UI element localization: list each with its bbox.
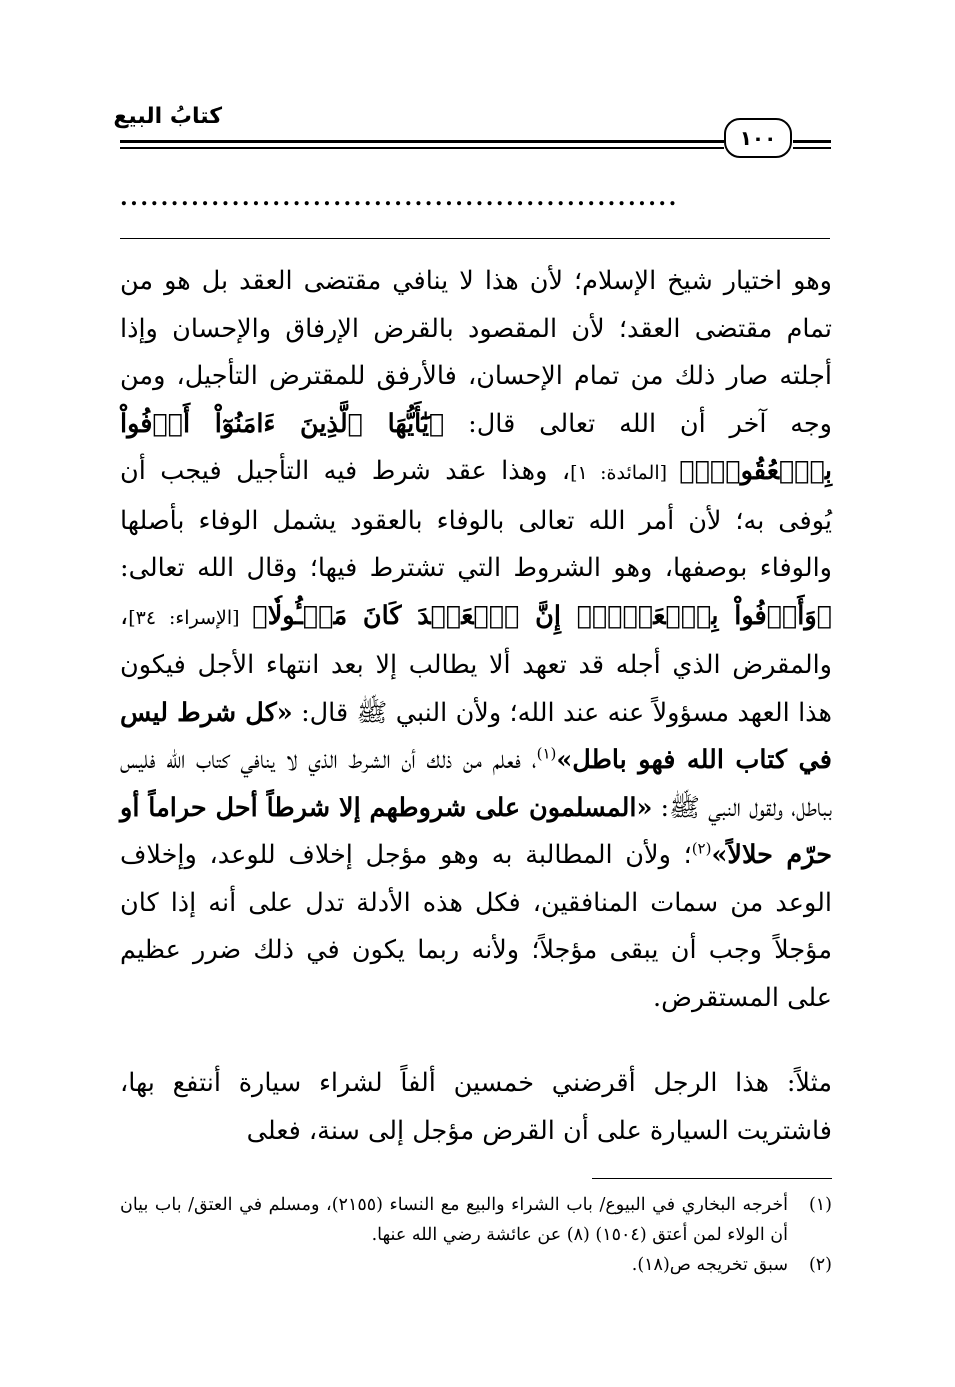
header-rule-thick-right — [793, 140, 831, 143]
text-segment: ، وهذا عقد شرط فيه التأجيل فيجب أن يُوفى به؛ لأن أمر الله تعالى بالوفاء بالعقود يشمل الوفاء بأصلها والوفاء بوصفها، وهو الشروط التي تشترط فيها؛ وقال الله تعالى: — [120, 456, 832, 583]
text-segment: ، فعلم من ذلك أن الشرط الذي لا ينافي كتاب الله فليس بباطل، ولقول النبي ﷺ: — [120, 745, 832, 823]
footnote-text: سبق تخريجه ص(١٨). — [631, 1255, 788, 1275]
footnote-number: (١) — [808, 1195, 832, 1215]
page-number: ١٠٠ — [724, 118, 792, 158]
running-header-title: كتابُ البيع — [113, 104, 222, 129]
hadith-quote: «كل شرط ليس في كتاب الله فهو باطل» — [120, 697, 832, 775]
text-segment: ، والمقرض الذي أجله قد تعهد ألا يطالب إلا بعد انتهاء الأجل فيكون هذا العهد مسؤولاً عنه عند الله؛ ولأن النبي ﷺ قال: — [120, 600, 833, 728]
paragraph-1 — [120, 258, 832, 1022]
header-rule-thick — [120, 140, 724, 143]
footnote-rule — [592, 1178, 832, 1179]
text-segment: وهو اختيار شيخ الإسلام؛ لأن هذا لا ينافي مقتضى العقد بل هو من تمام مقتضى العقد؛ لأن المقصود بالقرض الإرفاق والإحسان وإذا أجلته صار ذلك من تمام الإحسان، فالأرفق للمقترض التأجيل، ومن وجه آخر أن الله تعالى قال: — [120, 266, 832, 439]
top-rule — [120, 238, 830, 239]
text-segment: ؛ ولأن المطالبة به وهو مؤجل إخلاف للوعد، وإخلاف الوعد من سمات المنافقين، فكل هذه الأدلة تدل على أنه إذا كان مؤجلاً وجب أن يبقى مؤجلاً؛ ولأنه ربما يكون في ذلك ضرر عظيم على المستقرض. — [120, 840, 832, 1013]
footnote-ref[interactable]: (٢) — [691, 839, 712, 858]
dotted-separator: ....................................................... — [120, 185, 679, 211]
footnote-ref[interactable]: (١) — [536, 744, 557, 763]
quran-verse: ﴿يَٰٓأَيُّهَا ٱلَّذِينَ ءَامَنُوٓاْ أَوۡفُواْ بِٱلۡعُقُودِۚ﴾ — [120, 408, 833, 486]
header-rule-thin-right — [793, 147, 831, 149]
main-text — [120, 258, 832, 1155]
hadith-quote: «المسلمون على شروطهم إلا شرطاً أحل حراماً أو حرّم حلالاً» — [120, 792, 832, 870]
footnote-item — [120, 1250, 832, 1280]
verse-citation: [المائدة: ١] — [570, 462, 680, 484]
footnote-text: أخرجه البخاري في البيوع/ باب الشراء والبيع مع النساء (٢١٥٥)، ومسلم في العتق/ باب بيان أن الولاء لمن أعتق (١٥٠٤) (٨) عن عائشة رضي الله عنها. — [120, 1195, 788, 1245]
verse-citation: [الإسراء: ٣٤] — [128, 606, 253, 629]
footnotes — [120, 1190, 832, 1280]
quran-verse: ﴿وَأَوۡفُواْ بِٱلۡعَهۡدِۖ إِنَّ ٱلۡعَهۡدَ كَانَ مَسۡـُٔولٗا﴾ — [252, 600, 832, 631]
header-rule-thin — [120, 147, 724, 149]
footnote-item — [120, 1190, 832, 1250]
footnote-number: (٢) — [808, 1255, 832, 1275]
paragraph-2: مثلاً: هذا الرجل أقرضني خمسين ألفاً لشراء سيارة أنتفع بها، فاشتريت السيارة على أن القرض مؤجل إلى سنة، فعلى — [120, 1068, 832, 1146]
